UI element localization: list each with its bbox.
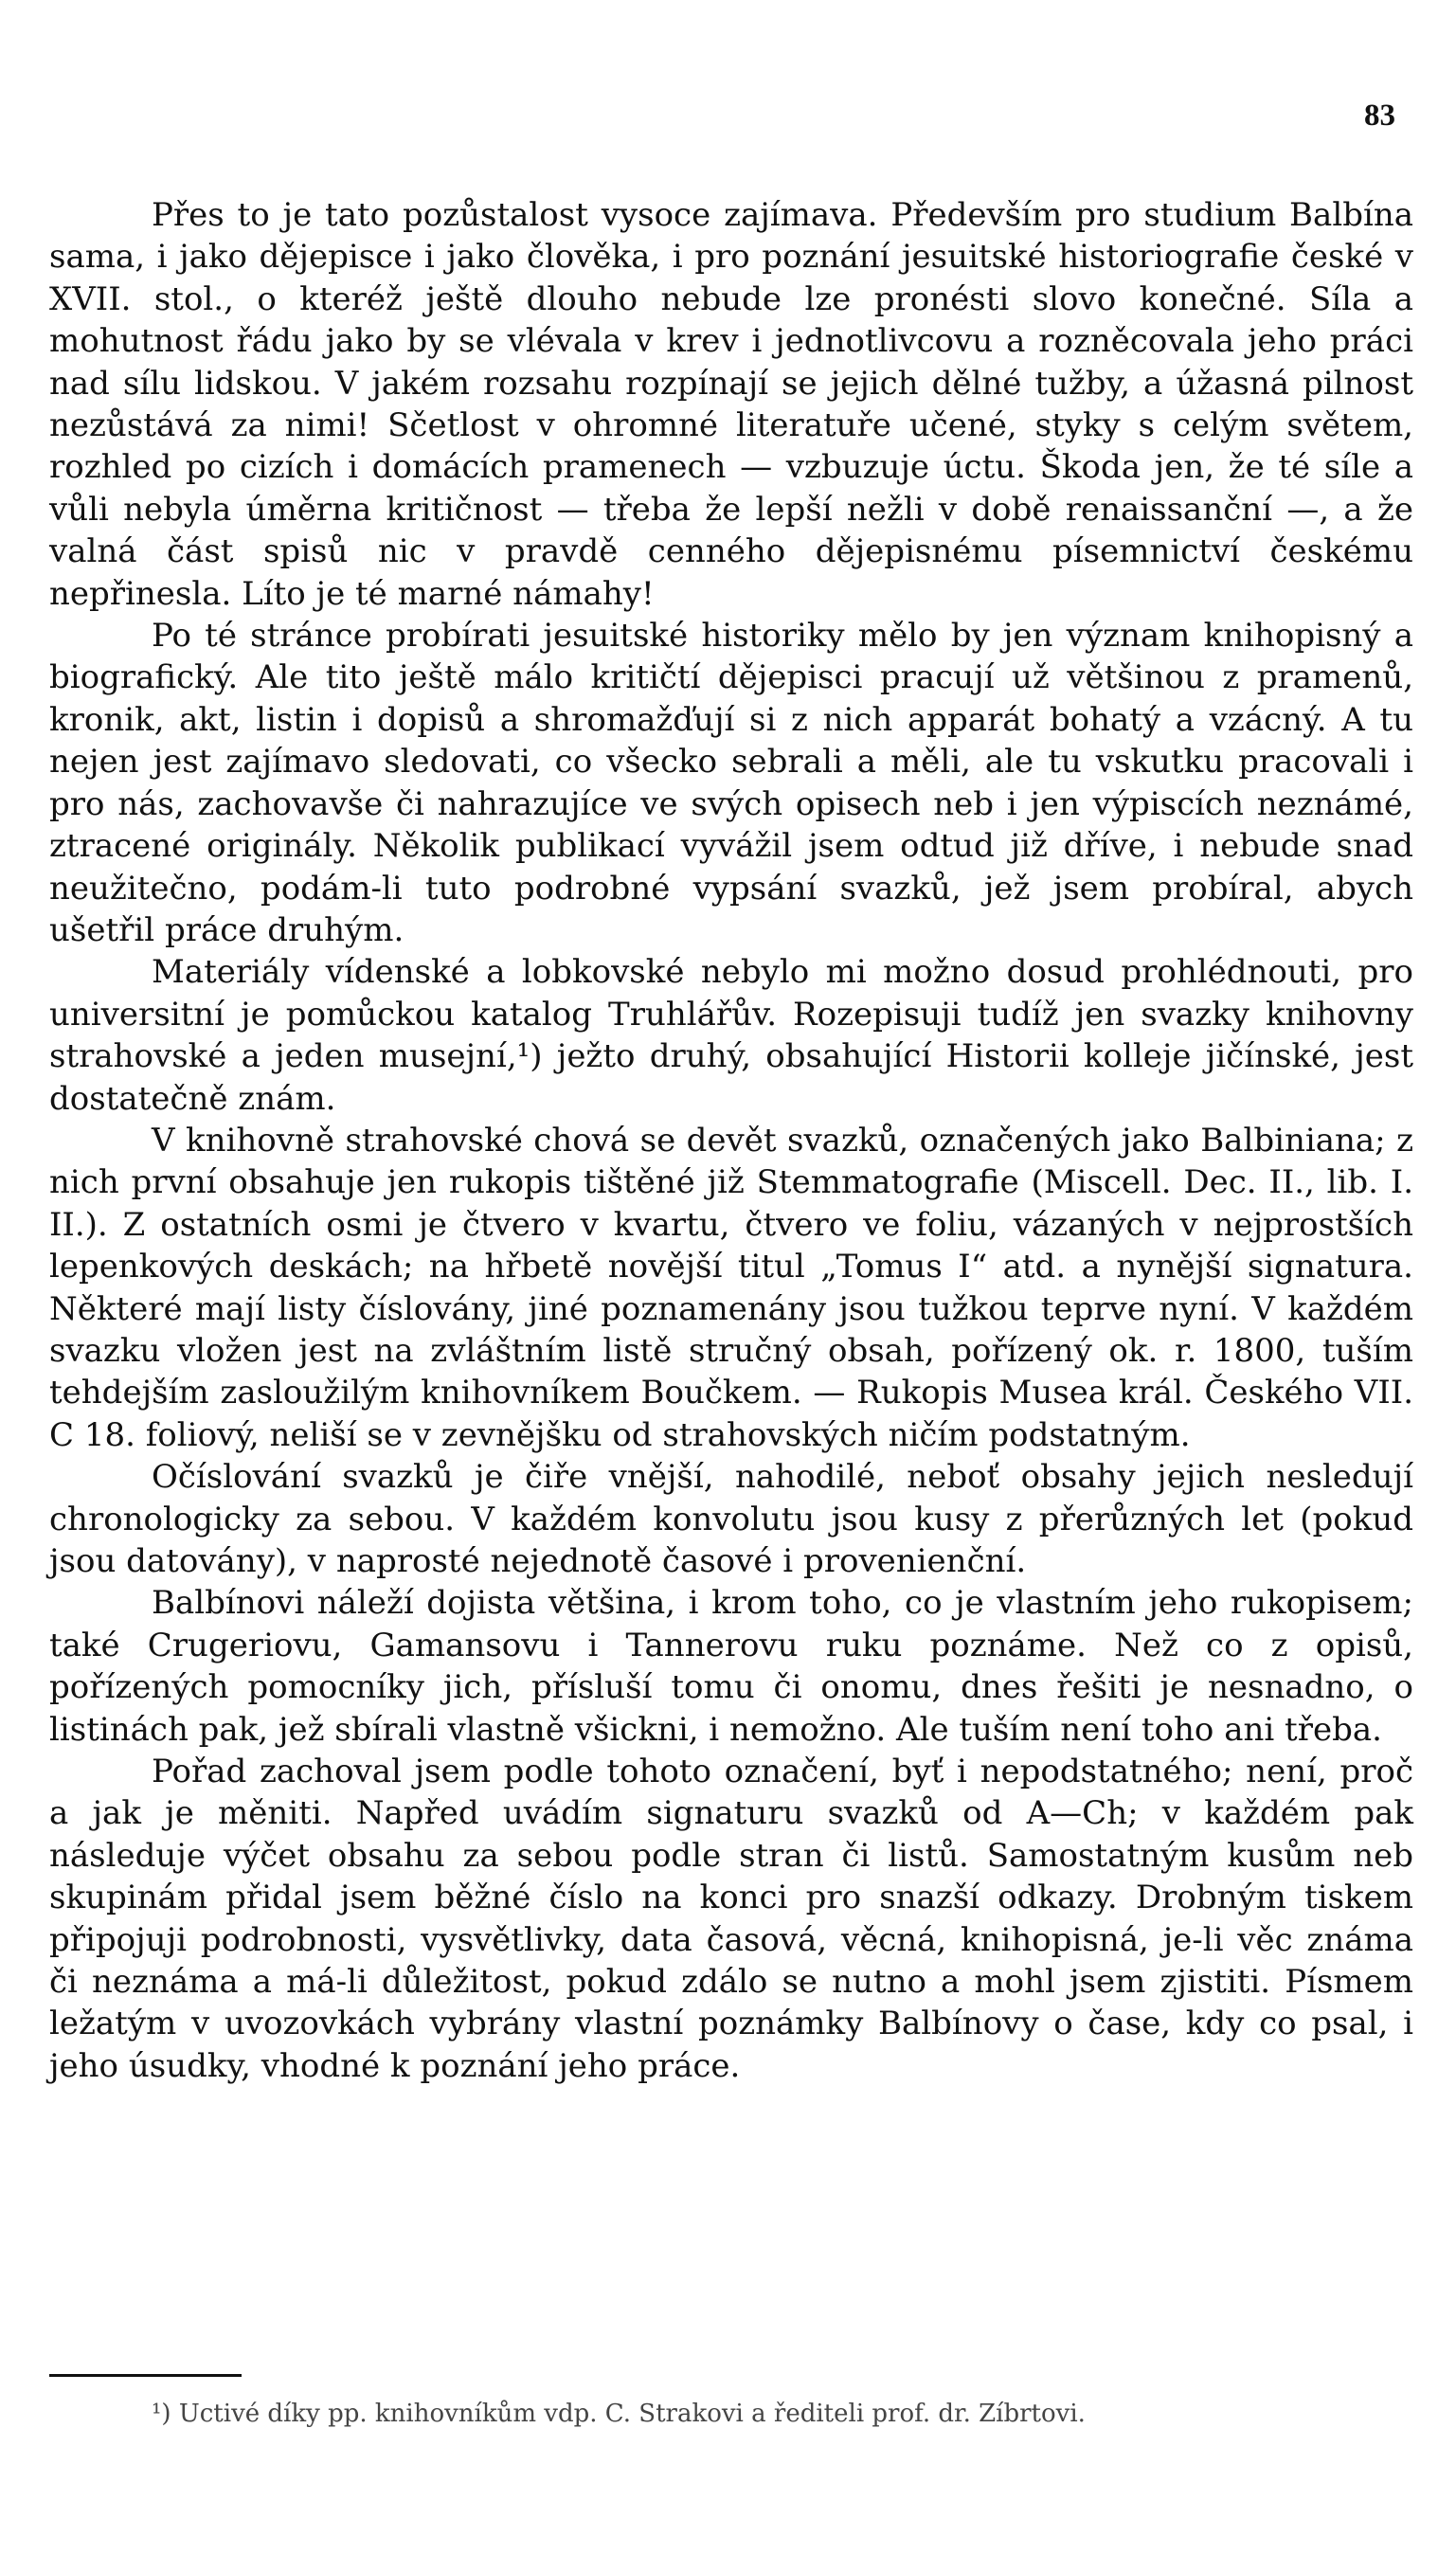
footnote: ¹) Uctivé díky pp. knihovníkům vdp. C. Strakovi a řediteli prof. dr. Zíbrtovi.	[152, 2400, 1086, 2428]
body-text	[49, 194, 1413, 2087]
paragraph-7: Pořad zachoval jsem podle tohoto označení, byť i nepodstatného; není, proč a jak je měniti. Napřed uvádím signaturu svazků od A—Ch; v každém pak následuje výčet obsahu za sebou podle stran či listů. Samostatným kusům neb skupinám přidal jsem běžné číslo na konci pro snazší odkazy. Drobným tiskem připojuji podrobnosti, vysvětlivky, data časová, věcná, knihopisná, je-li věc známa či neznáma a má-li důležitost, pokud zdálo se nutno a mohl jsem zjistiti. Písmem ležatým v uvozovkách vybrány vlastní poznámky Balbínovy o čase, kdy co psal, i jeho úsudky, vhodné k poznání jeho práce.	[49, 1753, 1413, 2085]
paragraph-6: Balbínovi náleží dojista většina, i krom toho, co je vlastním jeho rukopisem; také Crugeriovu, Gamansovu i Tannerovu ruku poznáme. Než co z opisů, pořízených pomocníky jich, přísluší tomu či onomu, dnes řešiti je nesnadno, o listinách pak, jež sbírali vlastně všickni, i nemožno. Ale tuším není toho ani třeba.	[49, 1584, 1413, 1749]
paragraph-4: V knihovně strahovské chová se devět svazků, označených jako Balbiniana; z nich první obsahuje jen rukopis tištěné již Stemmatografie (Miscell. Dec. II., lib. I. II.). Z ostatních osmi je čtvero v kvartu, čtvero ve foliu, vázaných v nejprostších lepenkových deskách; na hřbetě novější titul „Tomus I“ atd. a nynější signatura. Některé mají listy číslovány, jiné poznamenány jsou tužkou teprve nyní. V každém svazku vložen jest na zvláštním listě stručný obsah, pořízený ok. r. 1800, tuším tehdejším zasloužilým knihovníkem Boučkem. — Rukopis Musea král. Českého VII. C 18. foliový, neliší se v zevnějšku od strahovských ničím podstatným.	[49, 1121, 1413, 1454]
paragraph-1: Přes to je tato pozůstalost vysoce zajímava. Především pro studium Balbína sama, i jako dějepisce i jako člověka, i pro poznání jesuitské historiografie české v XVII. stol., o kteréž ještě dlouho nebude lze pronésti slovo konečné. Síla a mohutnost řádu jako by se vlévala v krev i jednotlivcovu a rozněcovala jeho práci nad sílu lidskou. V jakém rozsahu rozpínají se jejich dělné tužby, a úžasná pilnost nezůstává za nimi! Sčetlost v ohromné literatuře učené, styky s celým světem, rozhled po cizích i domácích pramenech — vzbuzuje úctu. Škoda jen, že té síle a vůli nebyla úměrna kritičnost — třeba že lepší nežli v době renaissanční —, a že valná část spisů nic v pravdě cenného dějepisnému písemnictví českému nepřinesla. Líto je té marné námahy!	[49, 196, 1413, 613]
paragraph-5: Očíslování svazků je čiře vnější, nahodilé, neboť obsahy jejich nesledují chronologicky za sebou. V každém konvolutu jsou kusy z přerůzných let (pokud jsou datovány), v naprosté nejednotě časové i provenienční.	[49, 1458, 1413, 1580]
paragraph-3: Materiály vídenské a lobkovské nebylo mi možno dosud prohlédnouti, pro universitní je pomůckou katalog Truhlářův. Rozepisuji tudíž jen svazky knihovny strahovské a jeden musejní,¹) ježto druhý, obsahující Historii kolleje jičínské, jest dostatečně znám.	[49, 953, 1413, 1118]
page-number: 83	[1364, 99, 1395, 133]
paragraph-2: Po té stránce probírati jesuitské historiky mělo by jen význam knihopisný a biografický. Ale tito ještě málo kritičtí dějepisci pracují už většinou z pramenů, kronik, akt, listin i dopisů a shromažďují si z nich apparát bohatý a vzácný. A tu nejen jest zajímavo sledovati, co všecko sebrali a měli, ale tu vskutku pracovali i pro nás, zachovavše či nahrazujíce ve svých opisech neb i jen výpiscích neznámé, ztracené originály. Několik publikací vyvážil jsem odtud již dříve, i nebude snad neužitečno, podám-li tuto podrobné vypsání svazků, jež jsem probíral, abych ušetřil práce druhým.	[49, 617, 1413, 949]
footnote-divider	[49, 2374, 242, 2377]
